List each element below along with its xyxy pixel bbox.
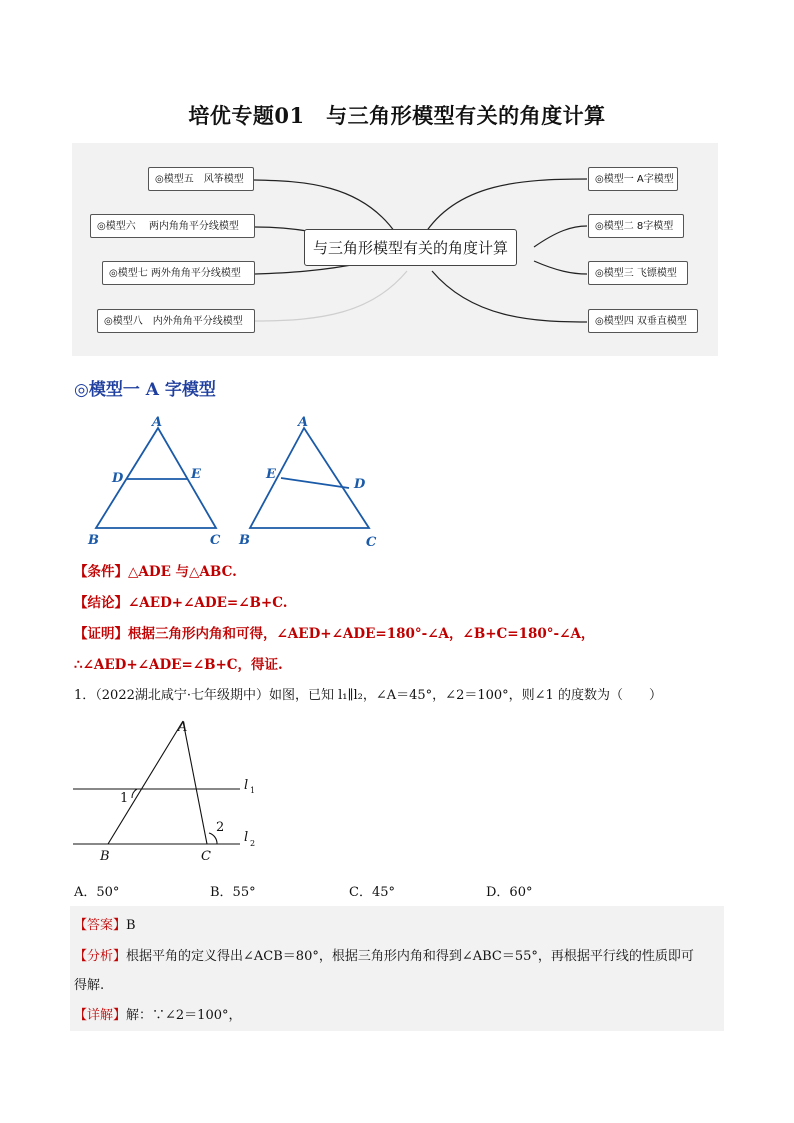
- mindmap-node-model6: ◎模型六 两内角角平分线模型: [90, 214, 255, 238]
- problem-figure: [70, 715, 270, 870]
- mind-map: [72, 143, 718, 356]
- proof-tag: 【证明】: [74, 626, 128, 642]
- analysis-text-2: 得解.: [74, 978, 105, 993]
- fig3-label-l1: l: [244, 778, 249, 793]
- answer-tag: 【答案】: [74, 918, 127, 933]
- mindmap-node-model8: ◎模型八 内外角角平分线模型: [97, 309, 255, 333]
- fig2-label-D: D: [354, 477, 366, 492]
- solution-box: [70, 906, 724, 1031]
- fig1-label-B: B: [88, 533, 99, 548]
- conclusion-line: [74, 591, 287, 611]
- condition-line: [74, 560, 237, 580]
- option-a: A．50°: [74, 885, 120, 900]
- conclusion-text: ∠AED+∠ADE=∠B+C.: [128, 595, 288, 611]
- analysis-tag: 【分析】: [74, 949, 127, 964]
- option-c: C．45°: [349, 885, 395, 900]
- option-d: D．60°: [486, 885, 533, 900]
- a-model-figures: [84, 410, 394, 550]
- proof-line-2: [74, 653, 283, 673]
- fig2-label-A: A: [298, 415, 309, 430]
- analysis-line-1: [74, 945, 694, 964]
- fig1-label-D: D: [112, 471, 124, 486]
- condition-text: △ADE 与△ABC.: [128, 564, 237, 580]
- fig2-label-C: C: [366, 535, 377, 550]
- answer-line: [74, 914, 136, 933]
- section-heading: ◎模型一 A 字模型: [74, 380, 216, 400]
- detail-tag: 【详解】: [74, 1008, 127, 1023]
- detail-line: [74, 1004, 242, 1023]
- fig3-angle-1: 1: [120, 791, 129, 806]
- mindmap-node-model4: ◎模型四 双垂直模型: [588, 309, 698, 333]
- analysis-line-2: [74, 974, 104, 993]
- fig2-label-E: E: [266, 467, 276, 482]
- condition-tag: 【条件】: [74, 564, 128, 580]
- fig1-label-E: E: [191, 467, 201, 482]
- analysis-text-1: 根据平角的定义得出∠ACB＝80°，根据三角形内角和得到∠ABC＝55°，再根据平行线的性质即可: [126, 949, 694, 964]
- problem-statement: 1．（2022湖北咸宁·七年级期中）如图，已知 l₁∥l₂，∠A＝45°，∠2＝100°，则∠1 的度数为（ ）: [74, 688, 662, 703]
- fig3-label-B: B: [100, 849, 110, 864]
- conclusion-tag: 【结论】: [74, 595, 128, 611]
- answer-text: B: [126, 918, 136, 933]
- detail-text: 解：∵∠2＝100°，: [126, 1008, 242, 1023]
- mindmap-node-model7: ◎模型七 两外角角平分线模型: [102, 261, 255, 285]
- fig3-label-A: A: [178, 720, 188, 735]
- mindmap-node-model1: ◎模型一 A字模型: [588, 167, 678, 191]
- fig3-label-l2: l: [244, 830, 249, 845]
- fig2-label-B: B: [239, 533, 250, 548]
- fig1-label-C: C: [210, 533, 221, 548]
- proof-text-2: ∴∠AED+∠ADE=∠B+C，得证.: [74, 657, 283, 673]
- proof-text-1: 根据三角形内角和可得，∠AED+∠ADE=180°-∠A，∠B+C=180°-∠A，: [128, 626, 595, 642]
- mindmap-node-model5: ◎模型五 风筝模型: [148, 167, 254, 191]
- fig3-label-C: C: [201, 849, 211, 864]
- fig3-label-l2-sub: 2: [250, 839, 256, 848]
- proof-line-1: [74, 622, 594, 642]
- option-b: B．55°: [210, 885, 256, 900]
- fig3-label-l1-sub: 1: [250, 786, 256, 795]
- mindmap-center-node: 与三角形模型有关的角度计算: [304, 229, 517, 266]
- fig1-label-A: A: [152, 415, 163, 430]
- page-title: 培优专题01 与三角形模型有关的角度计算: [188, 103, 606, 128]
- mindmap-node-model2: ◎模型二 8字模型: [588, 214, 684, 238]
- mindmap-node-model3: ◎模型三 飞镖模型: [588, 261, 688, 285]
- fig3-angle-2: 2: [216, 820, 225, 835]
